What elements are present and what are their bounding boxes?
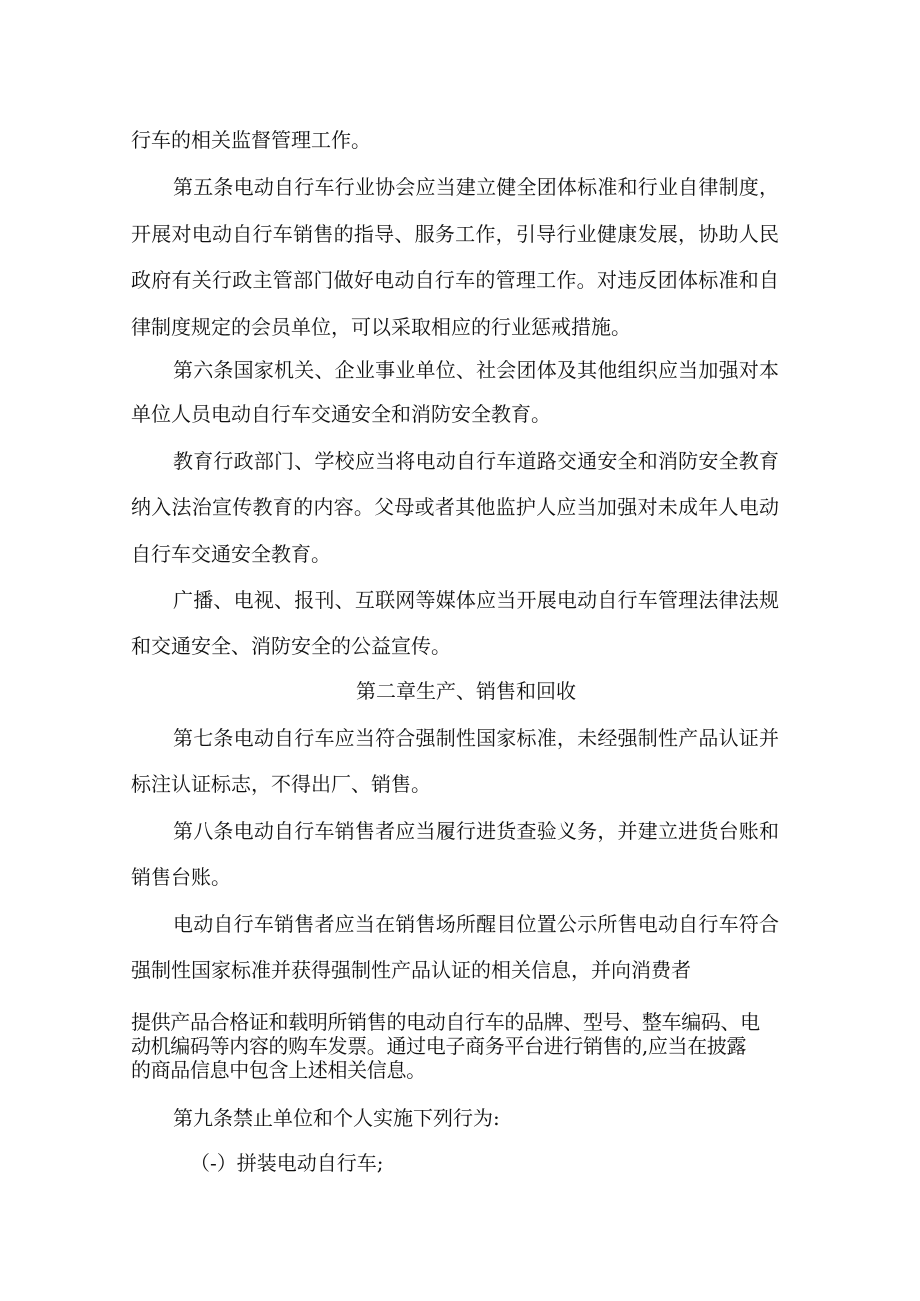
chapter-heading: 第二章生产、销售和回收: [356, 679, 576, 703]
text-line: 纳入法治宣传教育的内容。父母或者其他监护人应当加强对未成年人电动: [131, 495, 779, 519]
text-line: 第八条电动自行车销售者应当履行进货查验义务，并建立进货台账和: [173, 819, 779, 843]
text-line: 第九条禁止单位和个人实施下列行为:: [173, 1106, 500, 1130]
text-line: 教育行政部门、学校应当将电动自行车道路交通安全和消防安全教育: [173, 449, 779, 473]
text-line: 销售台账。: [131, 865, 231, 889]
text-line: 提供产品合格证和载明所销售的电动自行车的品牌、型号、整车编码、电: [131, 1010, 760, 1034]
text-line: 和交通安全、消防安全的公益宣传。: [131, 634, 451, 658]
text-line: 电动自行车销售者应当在销售场所醒目位置公示所售电动自行车符合: [173, 912, 779, 936]
text-line: 标注认证标志，不得出厂、销售。: [131, 772, 431, 796]
text-line: 自行车交通安全教育。: [131, 542, 331, 566]
text-line: 第六条国家机关、企业事业单位、社会团体及其他组织应当加强对本: [173, 358, 779, 382]
text-line: 单位人员电动自行车交通安全和消防安全教育。: [131, 402, 551, 426]
dense-paragraph: [131, 1010, 777, 1082]
text-line: 律制度规定的会员单位，可以采取相应的行业惩戒措施。: [131, 315, 631, 339]
text-line: 的商品信息中包含上述相关信息。: [131, 1058, 426, 1082]
text-line: 广播、电视、报刊、互联网等媒体应当开展电动自行车管理法律法规: [173, 588, 779, 612]
text-line: 行车的相关监督管理工作。: [131, 128, 371, 152]
list-item: （-）拼装电动自行车;: [190, 1151, 384, 1175]
text-line: 第七条电动自行车应当符合强制性国家标准，未经强制性产品认证并: [173, 726, 779, 750]
text-line: 动机编码等内容的购车发票。通过电子商务平台进行销售的,应当在披露: [131, 1034, 747, 1058]
text-line: 强制性国家标准并获得强制性产品认证的相关信息，并向消费者: [131, 958, 691, 982]
text-line: 开展对电动自行车销售的指导、服务工作，引导行业健康发展，协助人民: [131, 222, 779, 246]
text-line: 政府有关行政主管部门做好电动自行车的管理工作。对违反团体标准和自: [131, 268, 779, 292]
text-line: 第五条电动自行车行业协会应当建立健全团体标准和行业自律制度，: [173, 175, 779, 199]
